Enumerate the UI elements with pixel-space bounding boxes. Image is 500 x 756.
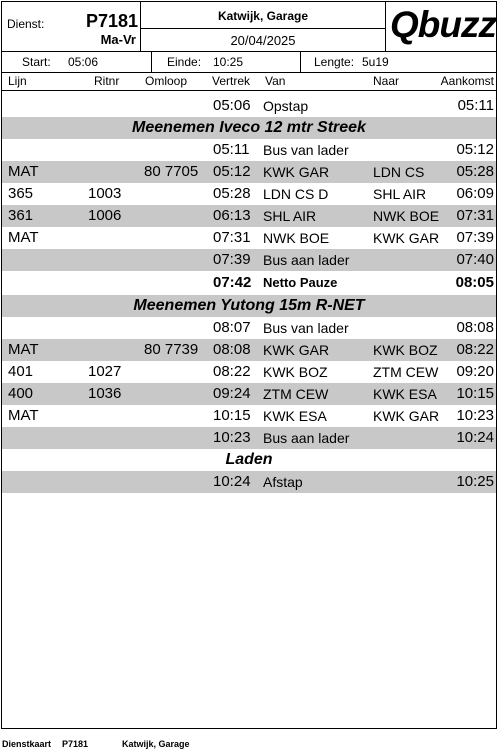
col-omloop: Omloop (145, 74, 188, 88)
dienst-days: Ma-Vr (100, 32, 136, 47)
omloop-cell: 80 7739 (144, 341, 199, 358)
trip-row (2, 317, 496, 339)
vertrek-cell: 09:24 (213, 385, 251, 402)
lijn-cell: MAT (8, 229, 39, 246)
trip-row (2, 427, 496, 449)
pause-label: Netto Pauze (263, 275, 338, 290)
section-header-row (2, 117, 496, 139)
pause-end: 08:05 (455, 274, 494, 291)
aankomst-cell: 05:28 (456, 163, 494, 180)
vertrek-cell: 07:39 (213, 251, 251, 268)
van-cell: LDN CS D (263, 186, 329, 202)
service-card (1, 1, 497, 729)
vertrek-cell: 10:15 (213, 407, 251, 424)
footer-dienst: P7181 (62, 739, 89, 749)
aankomst-cell: 08:08 (456, 319, 494, 336)
vertrek-cell: 05:12 (213, 163, 251, 180)
aankomst-cell: 10:23 (456, 407, 494, 424)
vertrek-cell: 08:08 (213, 341, 251, 358)
vertrek-cell: 08:22 (213, 363, 251, 380)
aankomst-cell: 06:09 (456, 185, 494, 202)
lijn-cell: 365 (8, 185, 34, 202)
vertrek-cell: 10:24 (213, 473, 251, 490)
van-cell: SHL AIR (263, 208, 317, 224)
trip-row (2, 227, 496, 249)
ritnr-cell: 1003 (88, 185, 122, 202)
section-title: Meenemen Yutong 15m R-NET (133, 297, 365, 314)
ritnr-cell: 1006 (88, 207, 122, 224)
aankomst-cell: 10:15 (456, 385, 494, 402)
lijn-cell: 361 (8, 207, 34, 224)
van-cell: Afstap (263, 474, 303, 490)
van-cell: KWK GAR (263, 342, 330, 358)
einde-value: 10:25 (213, 55, 244, 69)
aankomst-cell: 10:24 (456, 429, 494, 446)
aankomst-cell: 10:25 (456, 473, 494, 490)
trip-row (2, 405, 496, 427)
schedule-rows (2, 95, 496, 493)
naar-cell: NWK BOE (373, 208, 440, 224)
aankomst-cell: 07:31 (456, 207, 494, 224)
naar-cell: KWK GAR (373, 230, 440, 246)
naar-cell: KWK GAR (373, 408, 440, 424)
header-dienst-block (2, 2, 141, 51)
van-cell: Bus aan lader (263, 252, 350, 268)
section-header-row (2, 295, 496, 317)
meta-divider (151, 52, 152, 72)
trip-row (2, 205, 496, 227)
aankomst-cell: 09:20 (456, 363, 494, 380)
vertrek-cell: 07:31 (213, 229, 251, 246)
van-cell: Bus aan lader (263, 430, 350, 446)
col-vertrek: Vertrek (212, 74, 251, 88)
trip-row (2, 95, 496, 117)
footer-doc-label: Dienstkaart (2, 739, 52, 749)
aankomst-cell: 08:22 (456, 341, 494, 358)
header-location-block (141, 2, 386, 51)
vertrek-cell: 05:28 (213, 185, 251, 202)
col-van: Van (265, 74, 286, 88)
van-cell: KWK BOZ (263, 364, 328, 380)
section-title: Meenemen Iveco 12 mtr Streek (132, 119, 366, 136)
card-header (2, 2, 496, 52)
ritnr-cell: 1036 (88, 385, 122, 402)
van-cell: Bus van lader (263, 142, 349, 158)
van-cell: Bus van lader (263, 320, 349, 336)
aankomst-cell: 07:40 (456, 251, 494, 268)
trip-row (2, 361, 496, 383)
van-cell: ZTM CEW (263, 386, 329, 402)
naar-cell: KWK BOZ (373, 342, 438, 358)
vertrek-cell: 08:07 (213, 319, 251, 336)
trip-row (2, 339, 496, 361)
location-title: Katwijk, Garage (217, 9, 309, 23)
start-value: 05:06 (68, 55, 99, 69)
date-value: 20/04/2025 (230, 33, 296, 48)
trip-row (2, 249, 496, 271)
lijn-cell: MAT (8, 407, 39, 424)
lijn-cell: 401 (8, 363, 34, 380)
start-label: Start: (22, 55, 51, 69)
dienst-number: P7181 (85, 11, 138, 31)
trip-row (2, 139, 496, 161)
col-lijn: Lijn (8, 74, 27, 88)
trip-row (2, 383, 496, 405)
naar-cell: KWK ESA (373, 386, 437, 402)
lijn-cell: 400 (8, 385, 34, 402)
col-ritnr: Ritnr (94, 74, 120, 88)
vertrek-cell: 06:13 (213, 207, 251, 224)
section-title: Laden (225, 451, 273, 468)
omloop-cell: 80 7705 (144, 163, 199, 180)
dienst-label: Dienst: (7, 17, 45, 31)
footer-location: Katwijk, Garage (122, 739, 190, 749)
meta-bar (2, 52, 496, 73)
lengte-value: 5u19 (362, 55, 389, 69)
header-divider (141, 28, 385, 29)
pause-row (2, 271, 496, 295)
pause-start: 07:42 (213, 274, 252, 291)
column-header (2, 73, 496, 91)
page-footer (2, 739, 498, 753)
aankomst-cell: 05:11 (457, 97, 494, 114)
vertrek-cell: 05:06 (213, 97, 251, 114)
trip-row (2, 471, 496, 493)
lijn-cell: MAT (8, 163, 39, 180)
lijn-cell: MAT (8, 341, 39, 358)
trip-row (2, 161, 496, 183)
trip-row (2, 183, 496, 205)
qbuzz-logo: Qbuzz (390, 4, 496, 45)
van-cell: KWK GAR (263, 164, 330, 180)
aankomst-cell: 07:39 (456, 229, 494, 246)
einde-label: Einde: (167, 55, 202, 69)
lengte-label: Lengte: (314, 55, 355, 69)
ritnr-cell: 1027 (88, 363, 122, 380)
van-cell: Opstap (263, 98, 309, 114)
vertrek-cell: 05:11 (213, 141, 250, 158)
van-cell: KWK ESA (263, 408, 327, 424)
naar-cell: LDN CS (373, 164, 425, 180)
col-naar: Naar (373, 74, 400, 88)
vertrek-cell: 10:23 (213, 429, 251, 446)
col-aankomst: Aankomst (440, 74, 494, 88)
naar-cell: SHL AIR (373, 186, 427, 202)
aankomst-cell: 05:12 (456, 141, 494, 158)
meta-divider (300, 52, 301, 72)
header-logo-block (386, 2, 496, 51)
naar-cell: ZTM CEW (373, 364, 439, 380)
section-header-row (2, 449, 496, 471)
van-cell: NWK BOE (263, 230, 330, 246)
